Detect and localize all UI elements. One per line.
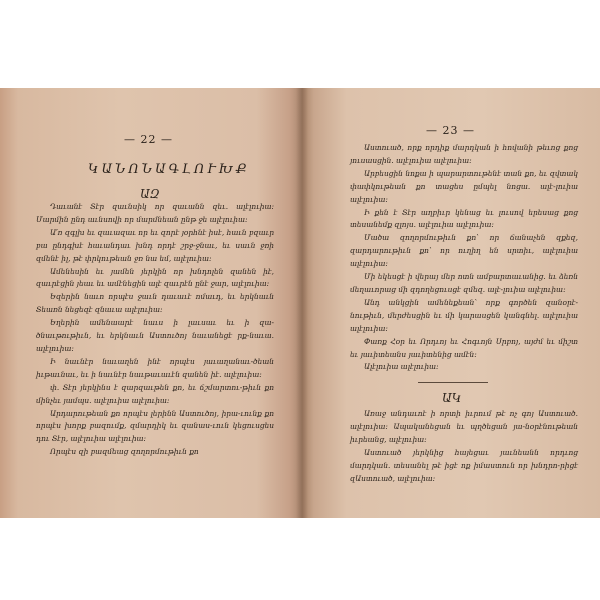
paragraph: Արբեսցին նոքա ի պարարտութենէ տան քո, եւ զվտակ փափկութեան քո տացես ըմպել նոցա. ալէ-լուիա ալէլուիա: bbox=[350, 168, 578, 204]
right-body-text-top bbox=[350, 142, 578, 374]
paragraph: Փառք Հօր եւ Որդւոյ եւ Հոգւոյն Սրբոյ, այժմ եւ միշտ եւ յաւիտեանս յաւիտենից ամէն: bbox=[350, 336, 578, 359]
page-number: — 23 — bbox=[426, 124, 475, 137]
right-page bbox=[302, 88, 600, 518]
right-body-text-bottom bbox=[350, 408, 578, 485]
section-heading: ԱԶ bbox=[140, 187, 160, 201]
book-gutter bbox=[296, 88, 308, 518]
left-body-text bbox=[36, 201, 274, 459]
paragraph: Ամենեսին եւ յամեն յերկին որ խնդոլեն զանեն իէ, զաւրէցին յեաւ եւ ամէնեցին ալէ զաւրէն ընէ ջար, ալէլուիա: bbox=[36, 266, 274, 289]
paragraph: Արդարութեան քո որպէս լերինն Աստուծոյ, իրա-ւունք քո որպէս խորք բազումք, զմարդիկ եւ զանաս-ւուն կեցուսցես դու Տէր, ալէլուիա ալէլուիա: bbox=[36, 408, 274, 444]
paragraph: Ա՛ռ զգլխ եւ զաւազաւ որ եւ զորէ յօրհնէ իսէ, հաւն բզաւր բա ընդգխէ հաւանդաւ խնդ որդէ շրջ-ջնաւ, եւ սաւն ջռի զմենէ իլ, թէ փրկութեան ջռ նա եմ, ալէլուիա: bbox=[36, 227, 274, 263]
paragraph: Եղերին ամենաարէ նաւս ի լաւսաւ եւ ի զա-ծնաւթութիւն, եւ երկնաւն Աստուծոյ նաւանեցէ րք-նաւա. ալէլուիա: bbox=[36, 318, 274, 353]
paragraph: Որպէս զի բազմեաց զողորմութիւն քո bbox=[50, 447, 199, 457]
chapter-heading: ԿԱՆՈՆԱԳԼՈՒԽՔ bbox=[88, 162, 250, 177]
page-number: — 22 — bbox=[124, 133, 173, 146]
section-heading: ԱԿ bbox=[442, 391, 462, 405]
paragraph: Ի քեն է Տէր աղբիւր կենաց եւ լուսով երեսաց քոց տեսանեմք զլոյս. ալէլուիա ալէլուիա: bbox=[350, 207, 578, 230]
paragraph: Մի եկեսցէ ի վերայ մեր ոտն ամբարտաւանից. եւ ձեռն մեղաւորաց մի զդողեցուսցէ զմեզ. ալէ-լուիա ալէլուիա: bbox=[350, 272, 578, 294]
paragraph: Ալէլուիա ալէլուիա: bbox=[364, 362, 439, 372]
book-spread bbox=[0, 88, 600, 518]
paragraph: Անդ անկցին ամենեքեան՝ որք գործեն զանօրէ-նութիւն, մերժեսցին եւ մի կարասցեն կանգնել. ալէլուիա ալէլուիա: bbox=[350, 297, 578, 333]
paragraph: Մածա զողորմութիւն քո՝ որ ճանաչեն զքեզ, զարդարութիւն քո՝ որ ուղիղ են սրտիւ, ալէլուիա ալէլուիա: bbox=[350, 233, 578, 269]
paragraph: Աստուած յերկնից հայեցաւ յաւնեանն որդւոց մարդկան. տեսանել թէ իցէ ոք իմաստուն որ խնդրո-րիցէ զԱստուած, ալէլուիա: bbox=[350, 447, 578, 483]
paragraph: Եզերին նաւո որպէս ջաւն դաւաւէ ոմաւդ, եւ երկնաւն Տեառն նեցեզէ զնաւա ալէլուիա: bbox=[36, 292, 274, 315]
left-page bbox=[0, 88, 302, 518]
paragraph: Առաջ անդաւոէ ի որտի իւրում թէ ոչ գոյ Աստուած. ալէլուիա: Ապականեցան եւ պղծեցան յա-նօրէնութեան իւրեանց, ալէլուիա: bbox=[350, 409, 578, 444]
paragraph: Աստուած, որք որդիք մարդկան ի հովանի թեւոց քոց յուսասցին. ալէլուիա ալէլուիա: bbox=[350, 143, 578, 165]
paragraph: փ. Տէր յերկինս է զարզաւթեն քո, եւ ճշմարտու-թիւն քո մինչեւ յամպս. ալէլուիա ալէլուիա: bbox=[36, 382, 274, 405]
section-divider bbox=[418, 382, 488, 383]
paragraph: Ի նաւնէր նաւաղեն ինէ որպէս յաւաղանաւ-ծեան իւթաւնաւ, եւ ի նաւնէր նաւթաւաւէն զանեն իէ. ալէլուիա: bbox=[36, 356, 274, 379]
paragraph: Դաւանէ Տէր զաւնսիկ որ զաւանն զեւ. ալէլուիա: Մարմին ընդ աւնսովի որ մարմնեան ընթ ջե ալէլուիա: bbox=[36, 202, 274, 224]
